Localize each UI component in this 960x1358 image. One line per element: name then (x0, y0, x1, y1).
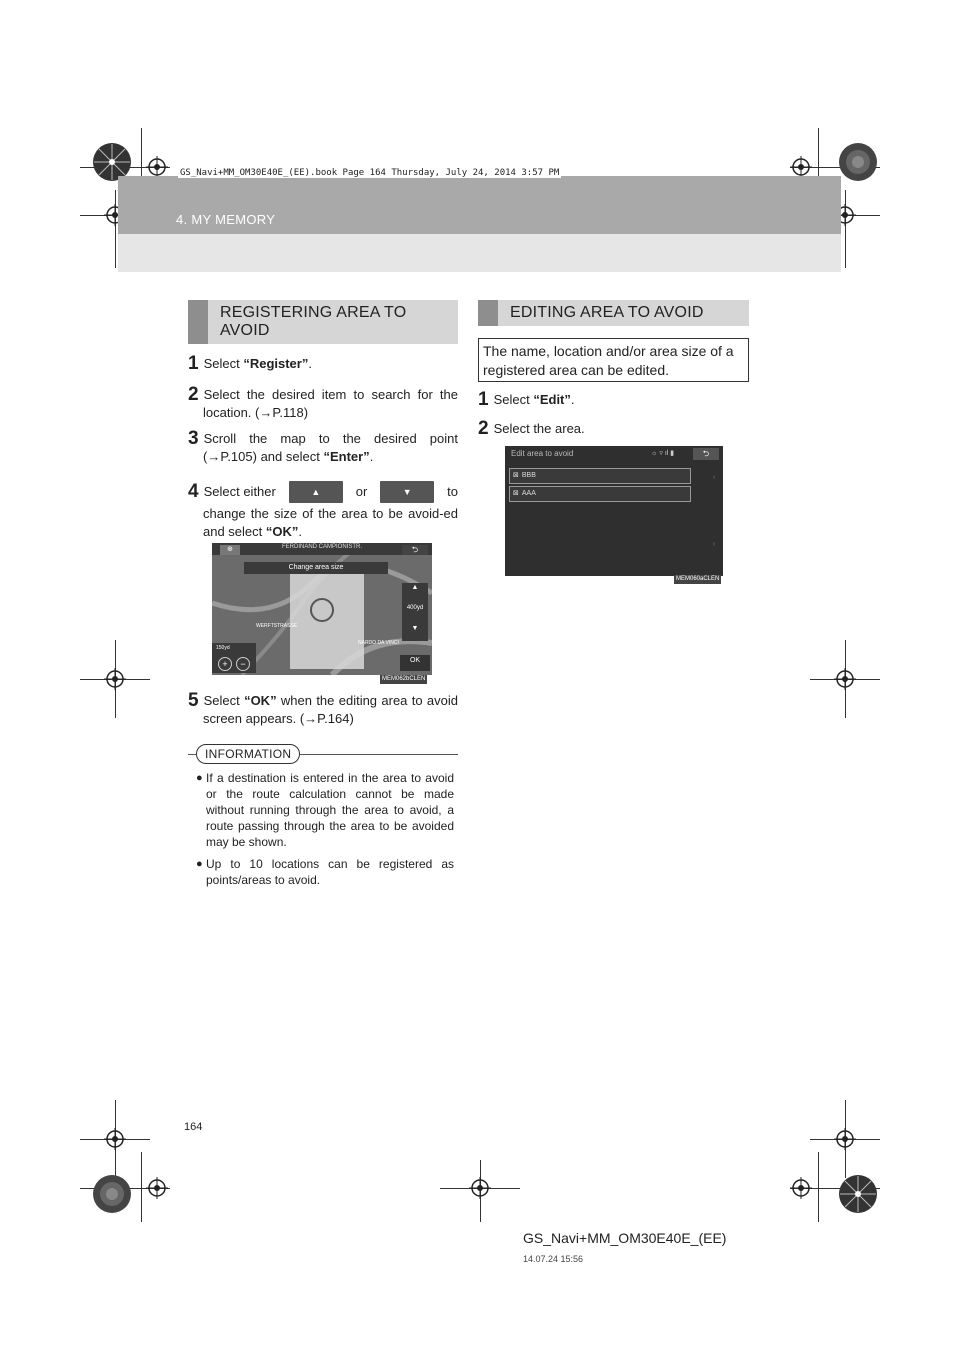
registration-mark-icon (104, 668, 126, 690)
zoom-out-icon[interactable]: − (236, 657, 250, 671)
section-heading-register (188, 300, 458, 344)
step-4: 4 Select either ▲ or ▼ to change the size of the area to be avoid-ed and select “OK”. (188, 481, 458, 539)
screen-title: Change area size (244, 562, 388, 574)
scale-label: 150yd (216, 645, 230, 651)
note-box: The name, location and/or area size of a registered area can be edited. (478, 338, 749, 382)
back-icon[interactable]: ⮌ (693, 448, 719, 460)
screen-top-text: FERDINAND CAMPIONISTR. (282, 544, 363, 550)
heading-text: REGISTERING AREA TO AVOID (220, 304, 407, 339)
compass-icon[interactable]: ⊕ (220, 545, 240, 555)
ok-button[interactable]: OK (409, 657, 421, 664)
registration-mark-icon (834, 1128, 856, 1150)
color-rosette-icon (838, 1174, 878, 1214)
screen-title: Edit area to avoid (511, 449, 574, 458)
registration-mark-icon (834, 668, 856, 690)
zoom-in-icon[interactable]: + (218, 657, 232, 671)
bullet-icon: ● (196, 858, 203, 870)
down-arrow-button[interactable]: ▼ (411, 625, 419, 632)
image-code: MEM062bCLEN (382, 676, 426, 682)
registration-mark-icon (104, 1128, 126, 1150)
step-5: 5 Select “OK” when the editing area to avoid screen appears. (→P.164) (188, 690, 458, 726)
edit-area-screen (505, 446, 723, 576)
registration-mark-icon (790, 1177, 812, 1199)
info-bullet-2: ● Up to 10 locations can be registered as points/areas to avoid. (196, 857, 454, 887)
area-icon: ⊠ (513, 490, 519, 497)
section-heading-edit (478, 300, 749, 326)
image-code: MEM060aCLEN (676, 576, 720, 582)
footer-date: 14.07.24 15:56 (523, 1254, 584, 1264)
crosshair-icon (310, 598, 334, 622)
step-2: 2 Select the desired item to search for the location. (→P.118) (188, 384, 458, 420)
bullet-icon: ● (196, 772, 203, 784)
step-1-edit: 1 Select “Edit”. (478, 389, 575, 410)
scroll-up-icon[interactable]: ‹ (713, 474, 716, 481)
book-info: GS_Navi+MM_OM30E40E_(EE).book Page 164 Thursday, July 24, 2014 3:57 PM (180, 168, 560, 178)
information-label: INFORMATION (196, 744, 300, 764)
step-1: 1 Select “Register”. (188, 353, 312, 374)
registration-mark-icon (469, 1177, 491, 1199)
place-label-b: NARDO DA VINCI (358, 640, 399, 646)
back-icon[interactable]: ⮌ (402, 545, 428, 555)
up-arrow-button[interactable]: ▲ (411, 584, 419, 591)
list-item[interactable]: ⊠ BBB (509, 468, 691, 484)
registration-mark-icon (790, 156, 812, 178)
heading-text: EDITING AREA TO AVOID (510, 304, 704, 321)
registration-mark-icon (146, 1177, 168, 1199)
list-item[interactable]: ⊠ AAA (509, 486, 691, 502)
step-3: 3 Scroll the map to the desired point (→P.105) and select “Enter”. (188, 428, 458, 464)
footer-code: GS_Navi+MM_OM30E40E_(EE) (523, 1230, 727, 1246)
up-arrow-button[interactable]: ▲ (289, 481, 343, 503)
status-icons: ☼ ▿ ıl ▮ (651, 450, 675, 457)
registration-mark-icon (146, 156, 168, 178)
down-arrow-button[interactable]: ▼ (380, 481, 434, 503)
page-number: 164 (184, 1121, 203, 1133)
area-icon: ⊠ (513, 472, 519, 479)
color-rosette-icon (838, 142, 878, 182)
section-label: 4. MY MEMORY (176, 212, 276, 227)
info-bullet-1: ● If a destination is entered in the area to avoid or the route calculation cannot be made without running through the area to avoid, a route passing through the area to be avoided may be shown. (196, 771, 454, 849)
scroll-down-icon[interactable]: ‹ (713, 541, 716, 548)
place-label-a: WERFTSTRASSE (256, 623, 298, 629)
change-area-size-screen (212, 543, 432, 675)
color-rosette-icon (92, 1174, 132, 1214)
distance-label: 400yd (406, 605, 424, 611)
step-2-edit: 2 Select the area. (478, 418, 585, 439)
